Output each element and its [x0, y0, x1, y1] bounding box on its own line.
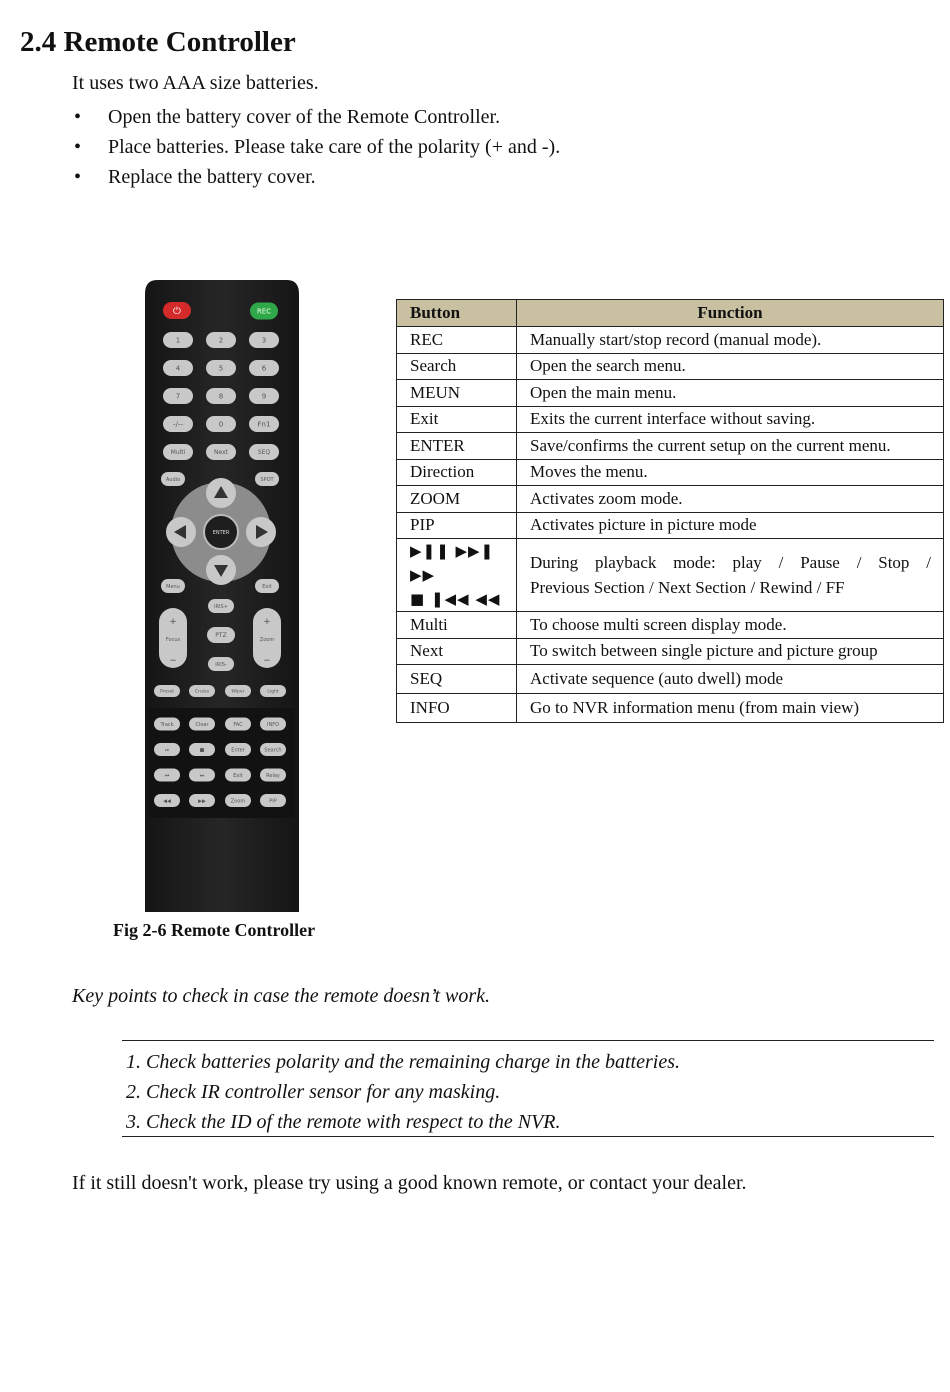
table-row: [397, 694, 944, 723]
divider-bottom: [122, 1136, 934, 1137]
digit-button-label: -/--: [173, 420, 183, 429]
list-item: 3. Check the ID of the remote with respect to the NVR.: [126, 1111, 561, 1133]
cell-button: REC: [397, 327, 517, 354]
table-row: [397, 512, 944, 539]
list-item: 2. Check IR controller sensor for any masking.: [126, 1081, 501, 1103]
table-row: [397, 459, 944, 486]
bottom-panel-button-label: ⏮: [164, 772, 170, 779]
cell-function: To switch between single picture and picture group: [517, 638, 944, 665]
menu-button-label: Menu: [166, 583, 180, 590]
cell-function: Open the search menu.: [517, 353, 944, 380]
table-row-playback: [397, 539, 944, 612]
table-row: [397, 406, 944, 433]
divider-top: [122, 1040, 934, 1041]
cell-function: [517, 539, 944, 612]
table-row: [397, 612, 944, 639]
power-icon: ⏻: [173, 306, 181, 317]
playback-function-line2: Previous Section / Next Section / Rewind / FF: [530, 578, 845, 597]
cell-function: Exits the current interface without saving.: [517, 406, 944, 433]
rocker-plus: +: [169, 617, 177, 627]
bottom-panel-button-label: ■: [199, 747, 205, 754]
bottom-panel-button-label: ▶▶: [198, 798, 206, 805]
table-row: [397, 638, 944, 665]
bullet-icon: •: [74, 166, 82, 188]
cell-function: Activates zoom mode.: [517, 486, 944, 513]
cell-button: ENTER: [397, 433, 517, 460]
bottom-panel-button-label: PIP: [269, 798, 277, 805]
intro-text: It uses two AAA size batteries.: [72, 72, 319, 94]
cell-button: Next: [397, 638, 517, 665]
battery-steps: [72, 102, 560, 192]
digit-button-label: Fn1: [257, 420, 271, 429]
function-button-label: SEQ: [257, 449, 271, 457]
button-function-table: [396, 299, 944, 723]
preset-row-button-label: Light: [267, 689, 279, 695]
remote-controller-image: [145, 280, 299, 912]
troubleshooting-list: [126, 1047, 680, 1137]
iris-plus-button-label: IRIS+: [214, 603, 228, 610]
list-item: 1. Check batteries polarity and the remaining charge in the batteries.: [126, 1051, 680, 1073]
rocker-label: Focus: [165, 637, 181, 643]
cell-function: Save/confirms the current setup on the current menu.: [517, 433, 944, 460]
digit-button-label: 9: [261, 392, 267, 401]
cell-button: Direction: [397, 459, 517, 486]
bottom-panel-button-label: Exit: [233, 772, 243, 779]
enter-label: ENTER: [212, 530, 230, 536]
table-row: [397, 353, 944, 380]
digit-button-label: 1: [175, 336, 181, 345]
bottom-panel-button-label: FAC: [233, 721, 243, 728]
header-function: Function: [517, 300, 944, 327]
table-row: [397, 327, 944, 354]
bottom-panel-button-label: Zoom: [230, 798, 246, 805]
rocker-minus: −: [169, 656, 177, 666]
digit-button-label: 6: [261, 364, 267, 373]
playback-icons-line1: ▶❚❚ ▶▶❚ ▶▶: [410, 542, 495, 584]
table-header-row: [397, 300, 944, 327]
playback-icons: [397, 539, 517, 612]
preset-row-button-label: Wiper: [231, 689, 245, 695]
troubleshooting-heading: Key points to check in case the remote doesn’t work.: [72, 985, 491, 1007]
cell-function: Activate sequence (auto dwell) mode: [517, 665, 944, 694]
figure-caption: Fig 2-6 Remote Controller: [113, 920, 316, 940]
bottom-panel-button-label: Relay: [266, 772, 280, 779]
audio-button-label: Audio: [165, 476, 181, 483]
exit-button-label: Exit: [262, 583, 272, 590]
digit-button-label: 8: [218, 392, 224, 401]
table-row: [397, 380, 944, 407]
list-item: • Place batteries. Please take care of the polarity (+ and -).: [72, 132, 560, 162]
bottom-panel-button-label: Enter: [231, 747, 245, 754]
digit-button-label: 4: [175, 364, 181, 373]
bottom-panel-button-label: ◀◀: [163, 798, 171, 805]
bottom-panel-button-label: Clear: [195, 721, 209, 728]
cell-button: Multi: [397, 612, 517, 639]
cell-function: To choose multi screen display mode.: [517, 612, 944, 639]
table-row: [397, 433, 944, 460]
cell-button: PIP: [397, 512, 517, 539]
section-title: 2.4 Remote Controller: [20, 26, 296, 58]
table-row: [397, 665, 944, 694]
cell-function: Moves the menu.: [517, 459, 944, 486]
rocker-label: Zoom: [259, 637, 275, 643]
rocker-plus: +: [263, 617, 271, 627]
bullet-icon: •: [74, 106, 82, 128]
digit-button-label: 3: [261, 336, 267, 345]
bottom-panel-button-label: Search: [264, 747, 282, 754]
list-item: • Replace the battery cover.: [72, 162, 560, 192]
digit-button-label: 2: [218, 336, 224, 345]
cell-button: MEUN: [397, 380, 517, 407]
rec-button-label: REC: [256, 307, 272, 316]
cell-function: Activates picture in picture mode: [517, 512, 944, 539]
function-button-label: Multi: [170, 449, 186, 457]
bottom-panel-button-label: Track: [160, 721, 174, 728]
function-button-label: Next: [214, 449, 228, 457]
cell-function: Open the main menu.: [517, 380, 944, 407]
cell-button: SEQ: [397, 665, 517, 694]
table-row: [397, 486, 944, 513]
rocker-minus: −: [263, 656, 271, 666]
bullet-icon: •: [74, 136, 82, 158]
digit-button-label: 0: [218, 420, 224, 429]
cell-button: Exit: [397, 406, 517, 433]
iris-minus-button-label: IRIS-: [215, 661, 227, 668]
playback-icons-line2: ■ ❚◀◀ ◀◀: [410, 590, 501, 608]
spot-button-label: SPOT: [260, 476, 274, 483]
bottom-panel-button-label: INFO: [266, 721, 280, 728]
preset-row-button-label: Preset: [159, 689, 175, 695]
cell-function: Manually start/stop record (manual mode).: [517, 327, 944, 354]
cell-function: Go to NVR information menu (from main view): [517, 694, 944, 723]
header-button: Button: [397, 300, 517, 327]
digit-button-label: 5: [218, 364, 224, 373]
bottom-panel-button-label: ⏭: [199, 772, 205, 779]
bottom-panel-button-label: ⏯: [164, 747, 170, 754]
cell-button: Search: [397, 353, 517, 380]
closing-text: If it still doesn't work, please try using a good known remote, or contact your dealer.: [72, 1172, 747, 1194]
ptz-button-label: PTZ: [215, 632, 227, 640]
preset-row-button-label: Cruise: [194, 689, 210, 695]
digit-button-label: 7: [175, 392, 181, 401]
cell-button: INFO: [397, 694, 517, 723]
playback-function-line1: During playback mode: play / Pause / Stop /: [530, 553, 931, 572]
list-item: • Open the battery cover of the Remote Controller.: [72, 102, 560, 132]
cell-button: ZOOM: [397, 486, 517, 513]
